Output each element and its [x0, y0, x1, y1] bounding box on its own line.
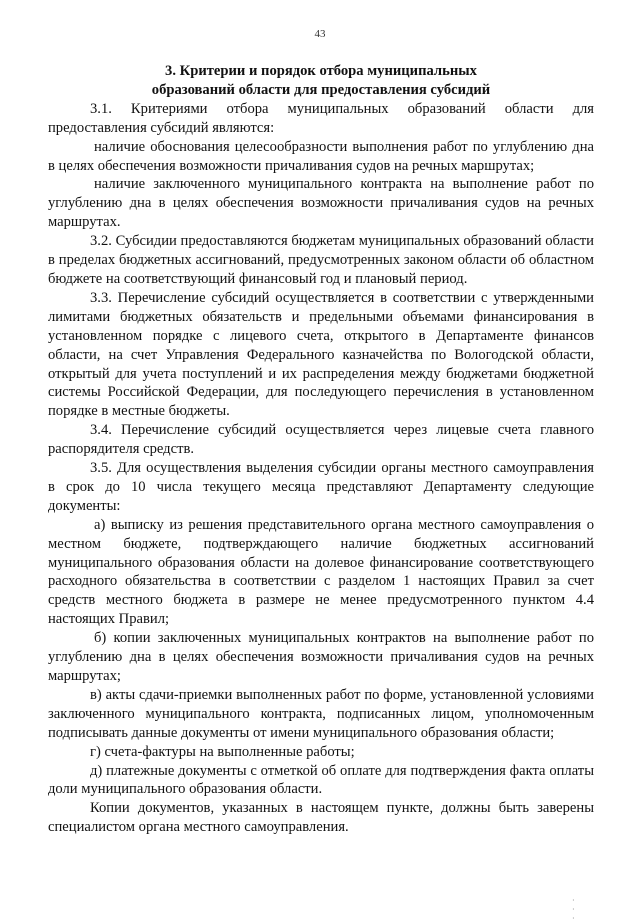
document-item-g: г) счета-фактуры на выполненные работы;	[90, 743, 355, 760]
paragraph-3-5: 3.5. Для осуществления выделения субсидии органы местного самоуправления в срок до 10 числа текущего месяца представляют Департаменту следующие документы:	[48, 460, 594, 514]
criterion-contract: наличие заключенного муниципального контракта на выполнение работ по углублению дна в целях обеспечения возможности причаливания судов на речных маршрутах.	[48, 176, 594, 231]
document-item-v: в) акты сдачи-приемки выполненных работ по форме, установленной условиями заключенного муниципального контракта, подписанных лицом, уполномоченным подписывать данные документы от имени муниципального образования области;	[48, 686, 594, 741]
section-heading	[48, 62, 594, 100]
document-item-b: б) копии заключенных муниципальных контрактов на выполнение работ по углублению дна в целях обеспечения возможности причаливания судов на речных маршрутах;	[48, 630, 594, 684]
criterion-justification: наличие обоснования целесообразности выполнения работ по углублению дна в целях обеспечения возможности причаливания судов на речных маршрутах;	[48, 138, 594, 174]
section-heading-line-1: 3. Критерии и порядок отбора муниципальных	[165, 63, 477, 79]
section-heading-line-2: образований области для предоставления субсидий	[151, 81, 491, 98]
paragraph-3-1: 3.1. Критериями отбора муниципальных образований области для предоставления субсидий являются:	[48, 100, 594, 136]
paragraph-3-4: 3.4. Перечисление субсидий осуществляется через лицевые счета главного распорядителя средств.	[48, 422, 594, 458]
document-item-d: д) платежные документы с отметкой об оплате для подтверждения факта оплаты доли муниципального образования области.	[48, 762, 594, 798]
paragraph-3-2: 3.2. Субсидии предоставляются бюджетам муниципальных образований области в пределах бюджетных ассигнований, предусмотренных законом области об областном бюджете на соответствующий финансовый год и плановый период.	[48, 233, 594, 287]
document-item-a: а) выписку из решения представительного органа местного самоуправления о местном бюджете, подтверждающего наличие бюджетных ассигнований муниципального образования области на долевое финансирование соответствующего расходного обязательства в соответствии с разделом 1 настоящих Правил за счет средств местного бюджета в размере не менее предусмотренного пунктом 4.4 настоящих Правил;	[48, 516, 594, 628]
document-body	[48, 62, 594, 837]
scan-dots: · · ·	[572, 896, 578, 923]
copies-certification-note: Копии документов, указанных в настоящем пункте, должны быть заверены специалистом органа местного самоуправления.	[48, 800, 594, 836]
paragraph-3-3: 3.3. Перечисление субсидий осуществляется в соответствии с утвержденными лимитами бюджетных обязательств и предельными объемами финансирования в установленном порядке с лицевого счета, открытого в Департаменте финансов области, на счет Управления Федерального казначейства по Вологодской области, открытый для учета поступлений и их распределения между бюджетами бюджетной системы Российской Федерации, для последующего перечисления в установленном порядке в местные бюджеты.	[48, 289, 594, 420]
page-number: 43	[314, 28, 326, 40]
